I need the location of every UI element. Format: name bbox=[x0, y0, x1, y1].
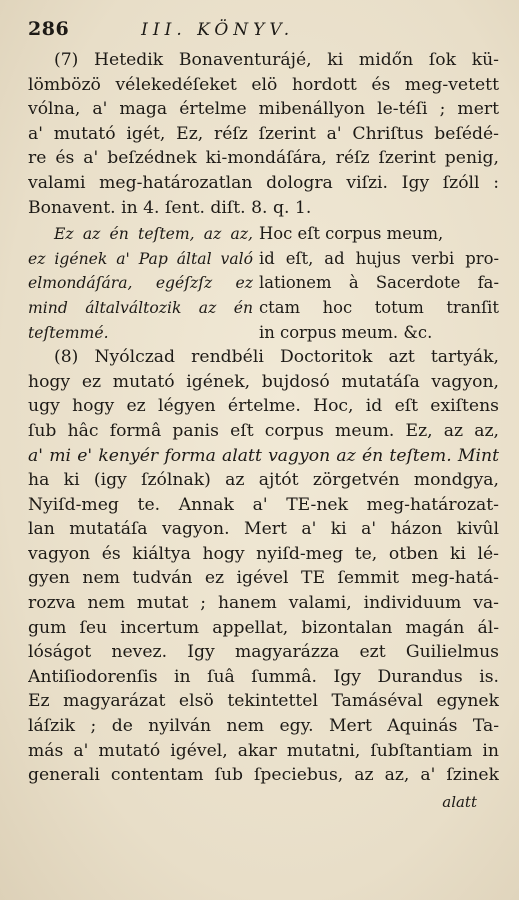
quote-line: Hoc eſt corpus meum, bbox=[259, 224, 444, 244]
text-line: a' mutató igét, Ez, réſz ſzerint a' Chriſtus beſédé- bbox=[28, 123, 499, 144]
quote-line: Ez az én teſtem, az az, bbox=[54, 225, 253, 244]
text-line: ſub hâc formâ panis eſt corpus meum. Ez, az az, bbox=[28, 420, 499, 441]
body-text bbox=[28, 48, 499, 814]
text-line: lóságot nevez. Igy magyarázza ezt Guilielmus bbox=[28, 642, 499, 663]
text-line: hogy ez mutató igének, bujdosó mutatáſa vagyon, bbox=[28, 371, 499, 392]
text-line: Nyiſd-meg te. Annak a' TE-nek meg-határozat- bbox=[28, 494, 499, 515]
page-header bbox=[28, 18, 499, 48]
text-line: Bonavent. in 4. ſent. diſt. 8. q. 1. bbox=[28, 197, 312, 218]
text-line: Antiſiodorenſis in ſuâ ſummâ. Igy Durandus is. bbox=[28, 666, 499, 687]
text-line: (7) Hetedik Bonaventurájé, ki midőn ſok kü- bbox=[54, 50, 499, 70]
text-line: re és a' beſzédnek ki-mondáſára, réſz ſzerint penig, bbox=[28, 148, 499, 169]
text-line: (8) Nyólczad rendbéli Doctoritok azt tartyák, bbox=[54, 347, 499, 368]
bilingual-quote bbox=[28, 222, 499, 345]
quote-hungarian bbox=[28, 222, 253, 345]
paragraph-7 bbox=[28, 48, 499, 220]
quote-line: in corpus meum. &c. bbox=[259, 322, 433, 342]
text-line: a' mi e' kenyér forma alatt vagyon az én teſtem. Mint bbox=[28, 445, 499, 466]
quote-line: teſtemmé. bbox=[28, 323, 109, 342]
text-line: gum ſeu incertum appellat, bizontalan magán ál- bbox=[28, 617, 499, 638]
quote-line: id eſt, ad hujus verbi pro- bbox=[259, 248, 499, 268]
text-line: Ez magyarázat elsö tekintettel Tamáséval egynek bbox=[28, 691, 499, 712]
text-line: valami meg-határozatlan dologra viſzi. Igy ſzóll : bbox=[28, 172, 499, 193]
quote-line: mind általváltozik az én bbox=[28, 298, 253, 317]
quote-line: lationem à Sacerdote fa- bbox=[259, 273, 499, 293]
page-number: 286 bbox=[28, 18, 70, 40]
text-line: más a' mutató igével, akar mutatni, ſubſtantiam in bbox=[28, 740, 499, 761]
text-line: vagyon és kiáltya hogy nyiſd-meg te, otben ki lé- bbox=[28, 543, 499, 564]
text-line: gyen nem tudván ez igével TE ſemmit meg-hatá- bbox=[28, 568, 499, 589]
text-line: rozva nem mutat ; hanem valami, individuum va- bbox=[28, 593, 499, 614]
quote-latin bbox=[259, 222, 499, 345]
running-head: III. KÖNYV. bbox=[141, 20, 295, 40]
quote-line: ez igének a' Pap által való bbox=[28, 249, 253, 268]
quote-line: elmondáſára, egéſzſz ez bbox=[28, 274, 253, 293]
text-line: ugy hogy ez légyen értelme. Hoc, id eſt exiſtens bbox=[28, 396, 499, 417]
text-line: láſzik ; de nyilván nem egy. Mert Aquinás Ta- bbox=[28, 716, 499, 737]
text-line: generali contentam ſub ſpeciebus, az az, a' ſzinek bbox=[28, 765, 499, 786]
text-line: lan mutatáſa vagyon. Mert a' ki a' házon kivûl bbox=[28, 519, 499, 540]
text-line: ha ki (igy ſzólnak) az ajtót zörgetvén mondgya, bbox=[28, 470, 499, 491]
catchword: alatt bbox=[442, 792, 477, 811]
paragraph-8 bbox=[28, 345, 499, 788]
quote-line: ctam hoc totum tranſit bbox=[259, 297, 499, 317]
text-line: vólna, a' maga értelme mibenállyon le-téſi ; mert bbox=[28, 99, 499, 120]
text-line: lömbözö vélekedéſeket elö hordott és meg-vetett bbox=[28, 74, 499, 95]
